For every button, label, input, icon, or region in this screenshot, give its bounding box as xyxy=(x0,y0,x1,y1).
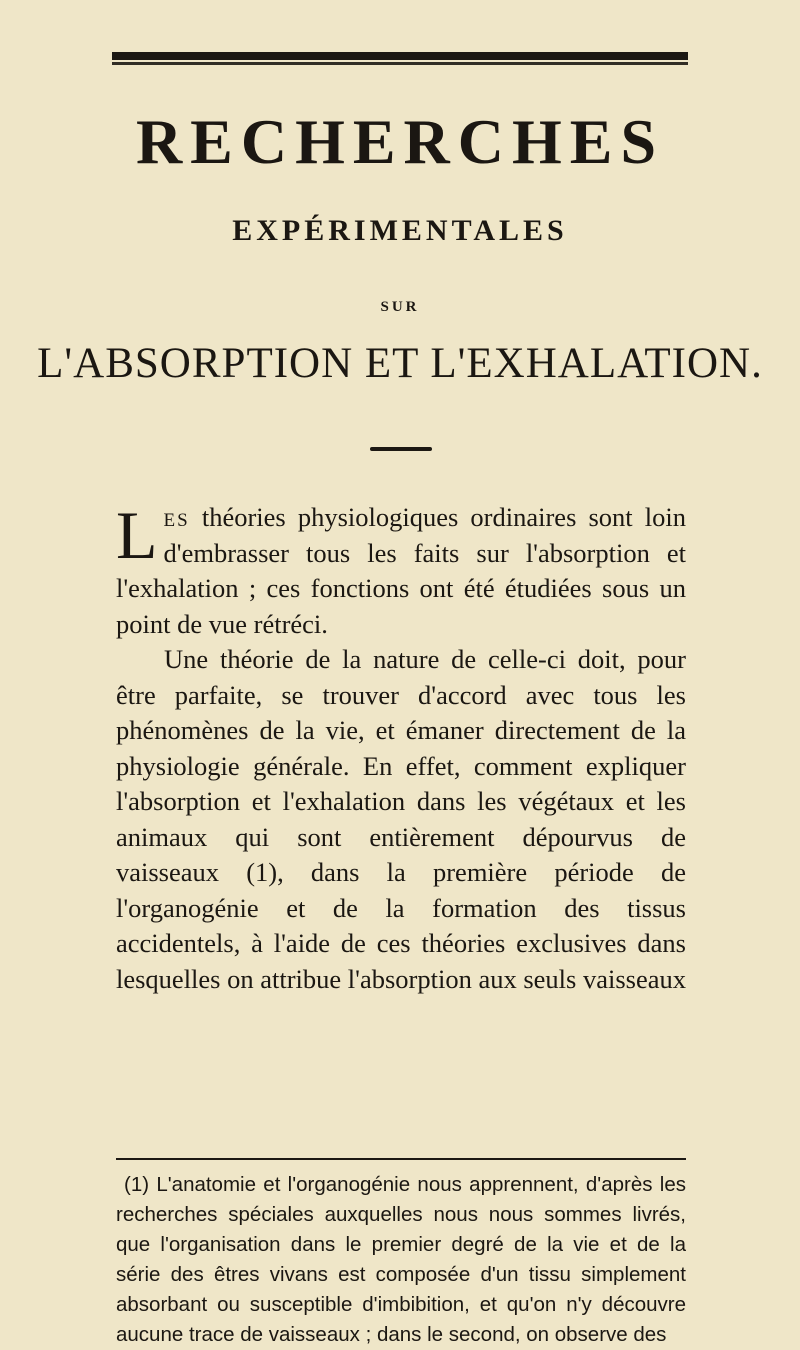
drop-cap: L xyxy=(116,497,158,573)
top-rule xyxy=(112,52,688,60)
footnote-text: (1) L'anatomie et l'organogénie nous apprennent, d'après les recherches spéciales auxquelles nous nous sommes livrés, que l'organisation dans le premier degré de la vie et de la série des êtres vivans est composée d'un tissu simplement absorbant ou susceptible d'imbibition, et qu'on n'y découvre aucune trace de vaisseaux ; dans le second, on observe des xyxy=(116,1173,686,1346)
page-title: RECHERCHES xyxy=(135,106,665,177)
main-text xyxy=(116,497,686,997)
paragraph-2: Une théorie de la nature de celle-ci doit, pour être parfaite, se trouver d'accord avec tous les phénomènes de la vie, et émaner directement de la physiologie générale. En effet, comment expliquer l'absorption et l'exhalation dans les végétaux et les animaux qui sont entièrement dépourvus de vaisseaux (1), dans la première période de l'organogénie et de la formation des tissus accidentels, à l'aide de ces théories exclusives dans lesquelles on attribue l'absorption aux seuls vaisseaux xyxy=(116,644,686,994)
first-word-rest: es xyxy=(163,502,190,532)
title-connector: SUR xyxy=(380,299,420,315)
title-subject: L'ABSORPTION ET L'EXHALATION. xyxy=(37,340,763,387)
top-rule-thin xyxy=(112,62,688,65)
page-subtitle: EXPÉRIMENTALES xyxy=(232,214,568,247)
footnote xyxy=(116,1170,686,1350)
paragraph-1 xyxy=(116,497,686,642)
footnote-rule xyxy=(116,1158,686,1160)
section-rule xyxy=(370,447,432,451)
paragraph-1-text: théories physiologiques ordinaires sont loin d'embrasser tous les faits sur l'absorption et l'exhalation ; ces fonctions ont été étudiées sous un point de vue rétréci. xyxy=(116,502,686,639)
